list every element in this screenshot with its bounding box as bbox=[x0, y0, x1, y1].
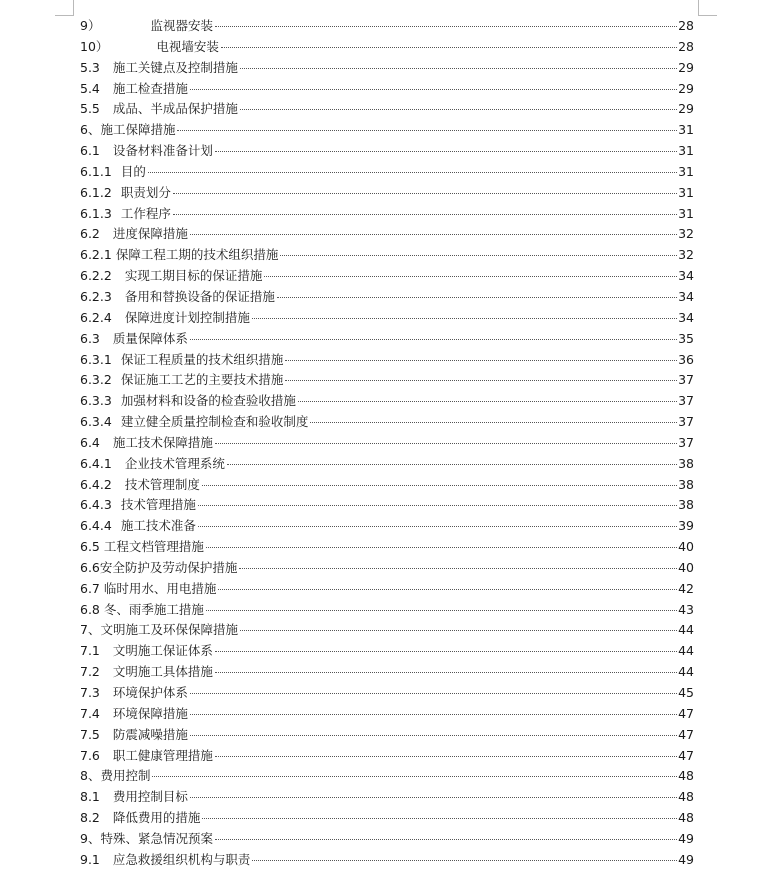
toc-entry-number: 6.3.4 bbox=[80, 414, 112, 430]
toc-entry-label: 防震减噪措施 bbox=[112, 726, 188, 742]
toc-page-number: 39 bbox=[678, 518, 694, 534]
toc-entry-number: 6.4.3 bbox=[80, 497, 112, 513]
toc-entry-number: 6.2.4 bbox=[80, 309, 112, 325]
toc-dot-leader bbox=[252, 860, 677, 861]
toc-entry[interactable] bbox=[80, 850, 694, 871]
toc-entry-label: 施工保障措施 bbox=[100, 122, 176, 138]
toc-entry-title bbox=[80, 787, 189, 808]
toc-entry[interactable] bbox=[80, 79, 694, 100]
toc-page-number: 28 bbox=[678, 38, 694, 54]
toc-entry-number: 6.2 bbox=[80, 226, 100, 242]
toc-entry-number: 6.5 bbox=[80, 539, 100, 555]
toc-entry-label: 安全防护及劳动保护措施 bbox=[99, 559, 238, 575]
toc-dot-leader bbox=[252, 318, 677, 319]
toc-dot-leader bbox=[215, 26, 677, 27]
toc-entry-title bbox=[80, 746, 214, 767]
toc-entry-number: 7.3 bbox=[80, 685, 100, 700]
toc-entry-title bbox=[80, 662, 214, 683]
toc-dot-leader bbox=[218, 589, 677, 590]
toc-entry[interactable] bbox=[80, 162, 694, 183]
toc-entry[interactable] bbox=[80, 766, 694, 787]
toc-entry-label: 降低费用的措施 bbox=[112, 810, 201, 826]
toc-entry-label: 建立健全质量控制检查和验收制度 bbox=[120, 414, 309, 430]
toc-dot-leader bbox=[215, 651, 677, 652]
toc-entry-title bbox=[80, 245, 279, 266]
toc-entry-label: 费用控制 bbox=[100, 768, 151, 784]
toc-page-number: 32 bbox=[678, 226, 694, 242]
toc-dot-leader bbox=[190, 89, 677, 90]
toc-entry[interactable] bbox=[80, 99, 694, 120]
toc-entry-label: 文明施工保证体系 bbox=[112, 643, 213, 659]
toc-page-number: 37 bbox=[678, 434, 694, 450]
toc-page-number: 48 bbox=[678, 768, 694, 784]
toc-page-number: 47 bbox=[678, 747, 694, 763]
toc-entry-number: 8.1 bbox=[80, 789, 100, 805]
toc-entry-number: 6.2.1 bbox=[80, 247, 112, 263]
toc-dot-leader bbox=[215, 756, 677, 757]
toc-entry-label: 环境保障措施 bbox=[112, 705, 188, 721]
toc-entry-title bbox=[80, 120, 176, 141]
toc-entry[interactable] bbox=[80, 725, 694, 746]
page-corner-mark-left bbox=[55, 0, 74, 16]
toc-page-number: 38 bbox=[678, 497, 694, 513]
toc-entry-title bbox=[80, 308, 251, 329]
toc-entry-title bbox=[80, 370, 284, 391]
toc-page-number: 42 bbox=[678, 580, 694, 596]
toc-entry-number: 9、 bbox=[80, 830, 101, 846]
toc-entry-label: 保证工程质量的技术组织措施 bbox=[120, 351, 284, 367]
toc-page-number: 37 bbox=[678, 372, 694, 388]
toc-entry-number: 6.4.4 bbox=[80, 518, 112, 534]
toc-dot-leader bbox=[190, 234, 677, 235]
toc-entry-title bbox=[80, 350, 284, 371]
toc-dot-leader bbox=[190, 714, 677, 715]
toc-entry-number: 6.4.2 bbox=[80, 476, 112, 492]
toc-entry-title bbox=[80, 475, 201, 496]
toc-entry[interactable] bbox=[80, 58, 694, 79]
toc-entry-title bbox=[80, 620, 239, 641]
toc-entry[interactable] bbox=[80, 204, 694, 225]
toc-entry-title bbox=[80, 266, 263, 287]
toc-entry-title bbox=[80, 829, 214, 850]
toc-page-number: 38 bbox=[678, 476, 694, 492]
toc-entry[interactable] bbox=[80, 475, 694, 496]
toc-entry-label: 施工关键点及控制措施 bbox=[112, 59, 238, 75]
toc-entry-title bbox=[80, 412, 309, 433]
toc-entry-title bbox=[80, 99, 239, 120]
toc-entry[interactable] bbox=[80, 620, 694, 641]
toc-entry-title bbox=[80, 183, 172, 204]
toc-entry-number: 6.6 bbox=[80, 559, 100, 575]
toc-entry-number: 8、 bbox=[80, 768, 101, 784]
toc-dot-leader bbox=[239, 568, 677, 569]
toc-entry-number: 6.1 bbox=[80, 143, 100, 159]
toc-page-number: 37 bbox=[678, 393, 694, 409]
toc-page-number: 48 bbox=[678, 789, 694, 805]
toc-page-number: 49 bbox=[678, 830, 694, 846]
toc-entry-title bbox=[80, 37, 220, 58]
toc-entry-number: 6.3 bbox=[80, 330, 100, 346]
toc-entry-number: 9） bbox=[80, 18, 101, 33]
toc-entry-label: 目的 bbox=[120, 163, 146, 179]
toc-dot-leader bbox=[190, 693, 677, 694]
toc-page-number: 44 bbox=[678, 622, 694, 638]
toc-dot-leader bbox=[206, 547, 677, 548]
toc-dot-leader bbox=[202, 818, 677, 819]
toc-entry[interactable] bbox=[80, 141, 694, 162]
toc-entry-title bbox=[80, 579, 217, 600]
toc-page-number: 31 bbox=[678, 184, 694, 200]
toc-entry-label: 质量保障体系 bbox=[112, 330, 188, 346]
toc-entry[interactable] bbox=[80, 579, 694, 600]
toc-entry[interactable] bbox=[80, 266, 694, 287]
toc-entry-number: 6.8 bbox=[80, 601, 100, 617]
toc-page-number: 34 bbox=[678, 268, 694, 284]
table-of-contents bbox=[80, 16, 694, 871]
toc-entry-title bbox=[80, 558, 238, 579]
toc-entry-label: 技术管理制度 bbox=[124, 476, 200, 492]
toc-entry-title bbox=[80, 162, 147, 183]
toc-entry-number: 6.2.2 bbox=[80, 268, 112, 284]
toc-entry-number: 6.1.1 bbox=[80, 163, 112, 179]
toc-entry-label: 施工技术保障措施 bbox=[112, 434, 213, 450]
toc-entry[interactable] bbox=[80, 287, 694, 308]
toc-dot-leader bbox=[152, 776, 677, 777]
toc-entry-label: 工作程序 bbox=[120, 205, 171, 221]
toc-entry-number: 6.2.3 bbox=[80, 288, 112, 304]
toc-entry-number: 9.1 bbox=[80, 851, 100, 867]
toc-entry-label: 电视墙安装 bbox=[156, 38, 219, 54]
toc-entry-number: 6.3.1 bbox=[80, 351, 112, 367]
toc-dot-leader bbox=[206, 610, 677, 611]
toc-entry-number: 7.2 bbox=[80, 664, 100, 680]
toc-entry-label: 加强材料和设备的检查验收措施 bbox=[120, 393, 296, 409]
toc-entry[interactable] bbox=[80, 454, 694, 475]
toc-page-number: 31 bbox=[678, 163, 694, 179]
toc-page-number: 44 bbox=[678, 664, 694, 680]
toc-page-number: 31 bbox=[678, 122, 694, 138]
toc-dot-leader bbox=[264, 276, 677, 277]
toc-entry-label: 应急救援组织机构与职责 bbox=[112, 851, 251, 867]
toc-dot-leader bbox=[240, 630, 677, 631]
toc-entry[interactable] bbox=[80, 662, 694, 683]
toc-page-number: 40 bbox=[678, 539, 694, 555]
toc-entry-title bbox=[80, 391, 297, 412]
toc-entry[interactable] bbox=[80, 391, 694, 412]
toc-page-number: 36 bbox=[678, 351, 694, 367]
toc-entry-title bbox=[80, 704, 189, 725]
toc-entry[interactable] bbox=[80, 808, 694, 829]
toc-page-number: 29 bbox=[678, 80, 694, 96]
toc-entry-title bbox=[80, 537, 205, 558]
toc-entry[interactable] bbox=[80, 746, 694, 767]
toc-page-number: 31 bbox=[678, 205, 694, 221]
toc-entry-number: 6.4 bbox=[80, 434, 100, 450]
toc-entry-label: 实现工期目标的保证措施 bbox=[124, 268, 263, 284]
toc-entry-label: 冬、雨季施工措施 bbox=[103, 601, 204, 617]
toc-entry[interactable] bbox=[80, 412, 694, 433]
toc-entry[interactable] bbox=[80, 537, 694, 558]
toc-page-number: 35 bbox=[678, 330, 694, 346]
toc-dot-leader bbox=[215, 151, 677, 152]
toc-dot-leader bbox=[190, 797, 677, 798]
toc-entry-label: 职工健康管理措施 bbox=[112, 747, 213, 763]
toc-entry-title bbox=[80, 287, 276, 308]
toc-entry-title bbox=[80, 516, 197, 537]
toc-entry[interactable] bbox=[80, 350, 694, 371]
toc-dot-leader bbox=[215, 443, 677, 444]
toc-entry-number: 6、 bbox=[80, 122, 101, 138]
toc-page-number: 47 bbox=[678, 705, 694, 721]
toc-dot-leader bbox=[240, 109, 677, 110]
toc-dot-leader bbox=[221, 47, 677, 48]
toc-entry[interactable] bbox=[80, 683, 694, 704]
toc-page-number: 43 bbox=[678, 601, 694, 617]
toc-dot-leader bbox=[148, 172, 677, 173]
toc-entry[interactable] bbox=[80, 641, 694, 662]
toc-entry-label: 设备材料准备计划 bbox=[112, 143, 213, 159]
toc-page-number: 38 bbox=[678, 455, 694, 471]
toc-page-number: 49 bbox=[678, 851, 694, 867]
toc-entry-number: 7.4 bbox=[80, 705, 100, 721]
toc-dot-leader bbox=[190, 339, 677, 340]
toc-entry-number: 6.4.1 bbox=[80, 455, 112, 471]
toc-entry-title bbox=[80, 766, 151, 787]
toc-entry-number: 7.6 bbox=[80, 747, 100, 763]
toc-entry[interactable] bbox=[80, 433, 694, 454]
toc-dot-leader bbox=[202, 485, 677, 486]
toc-page-number: 37 bbox=[678, 414, 694, 430]
toc-entry-label: 保证施工工艺的主要技术措施 bbox=[120, 372, 284, 388]
toc-dot-leader bbox=[280, 255, 677, 256]
toc-dot-leader bbox=[190, 735, 677, 736]
toc-page-number: 47 bbox=[678, 726, 694, 742]
toc-entry[interactable] bbox=[80, 37, 694, 58]
toc-entry[interactable] bbox=[80, 829, 694, 850]
toc-entry-title bbox=[80, 58, 239, 79]
toc-page-number: 28 bbox=[678, 18, 694, 33]
toc-entry[interactable] bbox=[80, 558, 694, 579]
toc-entry[interactable] bbox=[80, 329, 694, 350]
toc-entry-label: 工程文档管理措施 bbox=[103, 539, 204, 555]
toc-page-number: 32 bbox=[678, 247, 694, 263]
toc-dot-leader bbox=[285, 380, 677, 381]
toc-entry[interactable] bbox=[80, 787, 694, 808]
toc-entry-number: 8.2 bbox=[80, 810, 100, 826]
toc-entry[interactable] bbox=[80, 704, 694, 725]
toc-entry-title bbox=[80, 600, 205, 621]
toc-entry-label: 保障工程工期的技术组织措施 bbox=[115, 247, 279, 263]
toc-entry[interactable] bbox=[80, 308, 694, 329]
toc-entry-number: 6.3.3 bbox=[80, 393, 112, 409]
toc-entry-title bbox=[80, 16, 214, 37]
toc-entry-title bbox=[80, 454, 226, 475]
toc-entry-number: 5.3 bbox=[80, 59, 100, 75]
toc-entry-label: 保障进度计划控制措施 bbox=[124, 309, 250, 325]
toc-dot-leader bbox=[215, 672, 677, 673]
toc-page-number: 45 bbox=[678, 685, 694, 700]
toc-entry-number: 7、 bbox=[80, 622, 101, 638]
toc-entry-title bbox=[80, 224, 189, 245]
toc-entry[interactable] bbox=[80, 183, 694, 204]
toc-entry-title bbox=[80, 204, 172, 225]
toc-dot-leader bbox=[173, 193, 677, 194]
toc-entry-label: 临时用水、用电措施 bbox=[103, 580, 217, 596]
toc-entry-label: 技术管理措施 bbox=[120, 497, 196, 513]
toc-entry[interactable] bbox=[80, 600, 694, 621]
toc-dot-leader bbox=[198, 526, 677, 527]
toc-dot-leader bbox=[298, 401, 677, 402]
toc-entry-title bbox=[80, 725, 189, 746]
toc-dot-leader bbox=[310, 422, 677, 423]
toc-entry-label: 企业技术管理系统 bbox=[124, 455, 225, 471]
toc-dot-leader bbox=[198, 505, 677, 506]
toc-entry-number: 6.3.2 bbox=[80, 372, 112, 388]
toc-entry-label: 费用控制目标 bbox=[112, 789, 188, 805]
toc-entry-label: 特殊、紧急情况预案 bbox=[100, 830, 213, 846]
toc-entry-number: 5.5 bbox=[80, 101, 100, 117]
toc-entry-title bbox=[80, 495, 197, 516]
toc-entry-number: 5.4 bbox=[80, 80, 100, 96]
toc-entry-label: 职责划分 bbox=[120, 184, 171, 200]
page-corner-mark-right bbox=[698, 0, 717, 16]
toc-entry[interactable] bbox=[80, 516, 694, 537]
toc-entry-label: 进度保障措施 bbox=[112, 226, 188, 242]
toc-entry-label: 监视器安装 bbox=[150, 18, 213, 33]
toc-entry[interactable] bbox=[80, 370, 694, 391]
toc-entry-title bbox=[80, 329, 189, 350]
toc-dot-leader bbox=[285, 360, 677, 361]
toc-entry-label: 成品、半成品保护措施 bbox=[112, 101, 238, 117]
toc-page-number: 31 bbox=[678, 143, 694, 159]
toc-entry-title bbox=[80, 850, 251, 871]
toc-entry[interactable] bbox=[80, 120, 694, 141]
toc-entry-number: 6.1.2 bbox=[80, 184, 112, 200]
toc-entry-label: 文明施工具体措施 bbox=[112, 664, 213, 680]
toc-entry[interactable] bbox=[80, 495, 694, 516]
toc-page-number: 34 bbox=[678, 288, 694, 304]
toc-dot-leader bbox=[240, 68, 677, 69]
toc-page-number: 48 bbox=[678, 810, 694, 826]
toc-entry-number: 6.1.3 bbox=[80, 205, 112, 221]
toc-entry-label: 文明施工及环保保障措施 bbox=[100, 622, 238, 638]
toc-entry-number: 10） bbox=[80, 38, 109, 54]
toc-dot-leader bbox=[177, 130, 677, 131]
toc-entry[interactable] bbox=[80, 224, 694, 245]
toc-entry-label: 施工技术准备 bbox=[120, 518, 196, 534]
toc-entry-number: 6.7 bbox=[80, 580, 100, 596]
toc-entry-title bbox=[80, 141, 214, 162]
toc-entry-number: 7.5 bbox=[80, 726, 100, 742]
toc-dot-leader bbox=[173, 214, 677, 215]
toc-dot-leader bbox=[277, 297, 677, 298]
toc-entry-title bbox=[80, 641, 214, 662]
toc-page-number: 44 bbox=[678, 643, 694, 659]
toc-entry-label: 备用和替换设备的保证措施 bbox=[124, 288, 275, 304]
toc-entry-label: 环境保护体系 bbox=[112, 685, 188, 700]
toc-dot-leader bbox=[215, 839, 677, 840]
toc-dot-leader bbox=[227, 464, 677, 465]
toc-page-number: 29 bbox=[678, 59, 694, 75]
toc-entry-number: 7.1 bbox=[80, 643, 100, 659]
toc-page-number: 40 bbox=[678, 559, 694, 575]
toc-entry[interactable] bbox=[80, 16, 694, 37]
toc-entry-label: 施工检查措施 bbox=[112, 80, 188, 96]
toc-page-number: 34 bbox=[678, 309, 694, 325]
toc-entry[interactable] bbox=[80, 245, 694, 266]
toc-entry-title bbox=[80, 79, 189, 100]
toc-page-number: 29 bbox=[678, 101, 694, 117]
toc-entry-title bbox=[80, 433, 214, 454]
toc-entry-title bbox=[80, 683, 189, 704]
toc-entry-title bbox=[80, 808, 201, 829]
